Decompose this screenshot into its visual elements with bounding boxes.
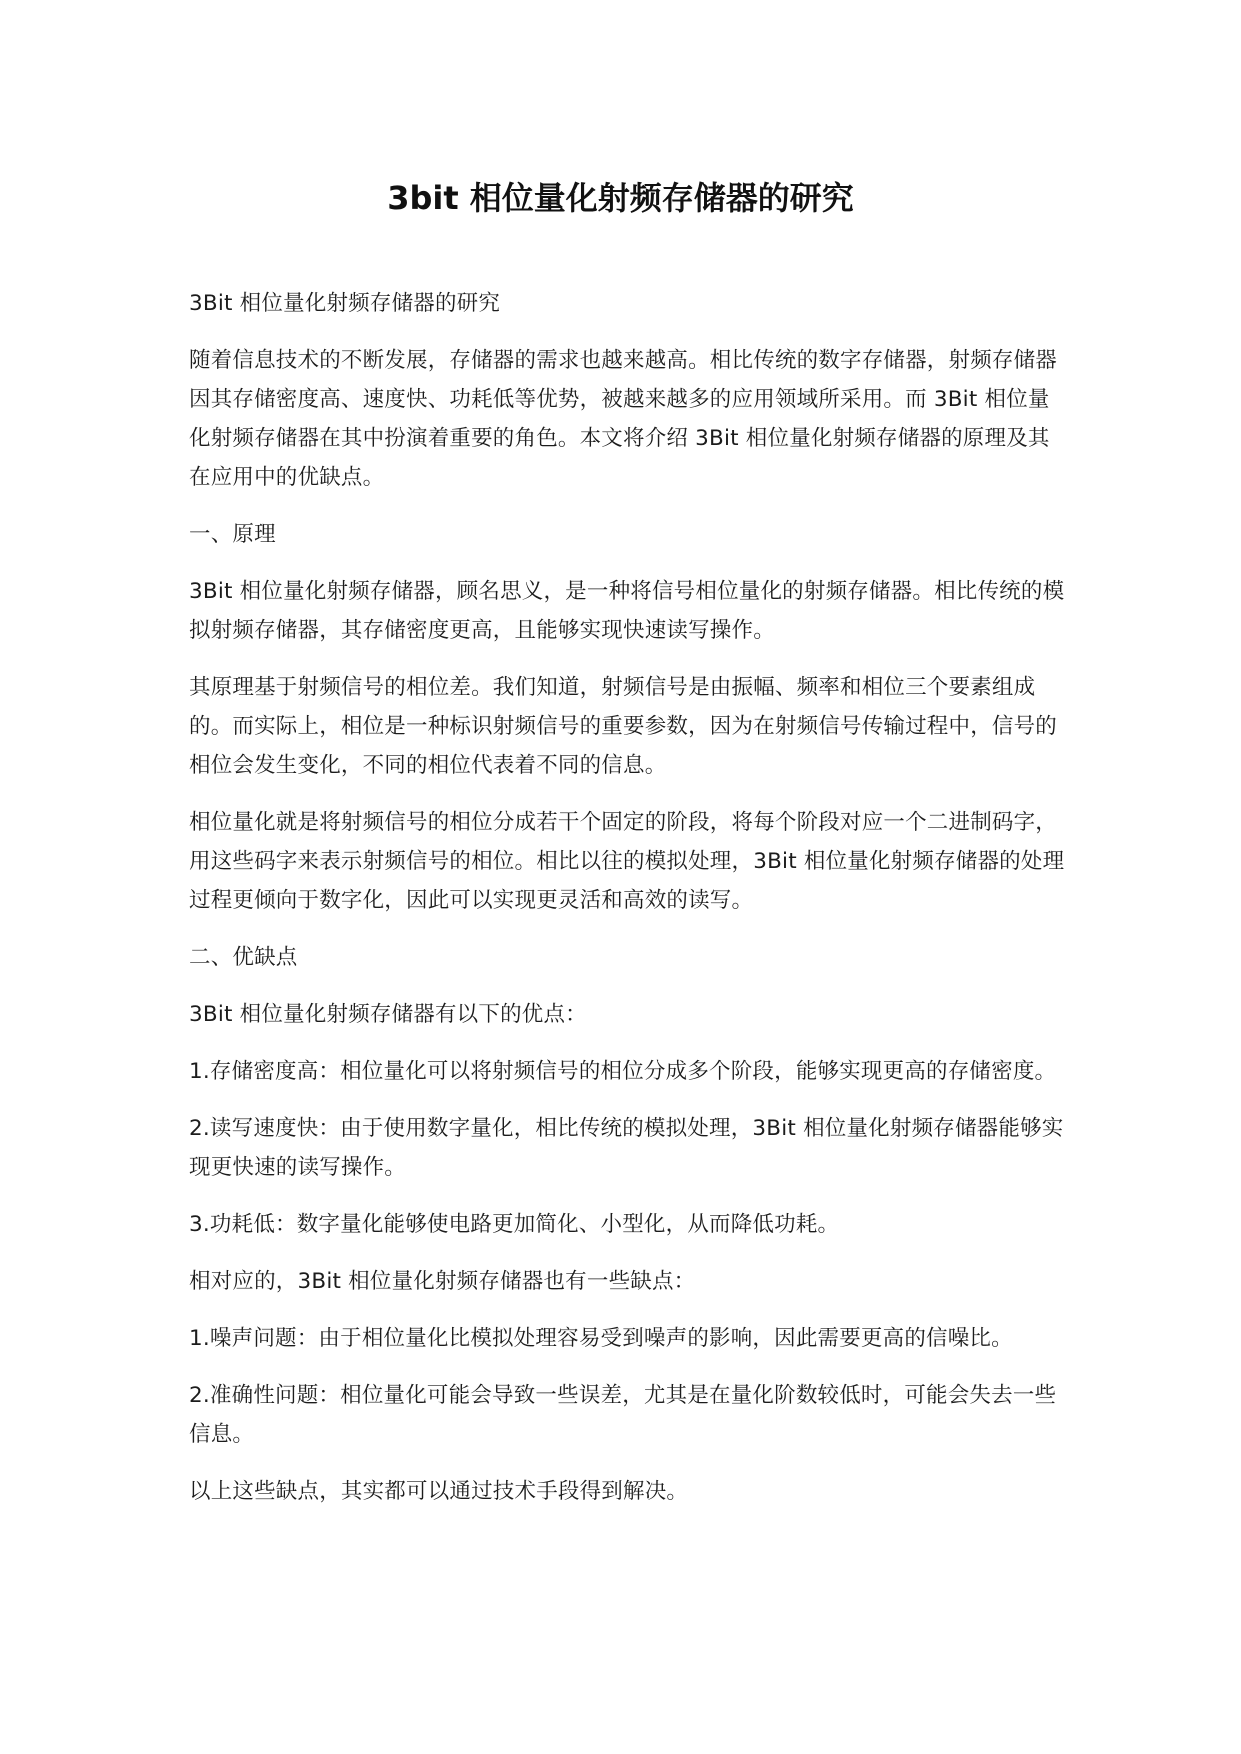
- intro-paragraph: 随着信息技术的不断发展，存储器的需求也越来越高。相比传统的数字存储器，射频存储器因其存储密度高、速度快、功耗低等优势，被越来越多的应用领域所采用。而 3Bit 相位量化射频存储器在其中扮演着重要的角色。本文将介绍 3Bit 相位量化射频存储器的原理及其在应用中的优缺点。: [189, 348, 1058, 490]
- section-heading-pros-cons: 二、优缺点: [189, 945, 298, 970]
- principle-paragraph-1: 3Bit 相位量化射频存储器，顾名思义，是一种将信号相位量化的射频存储器。相比传统的模拟射频存储器，其存储密度更高，且能够实现快速读写操作。: [189, 579, 1065, 643]
- principle-paragraph-3: 相位量化就是将射频信号的相位分成若干个固定的阶段，将每个阶段对应一个二进制码字，用这些码字来表示射频信号的相位。相比以往的模拟处理，3Bit 相位量化射频存储器的处理过程更倾向于数字化，因此可以实现更灵活和高效的读写。: [189, 810, 1065, 913]
- cons-item-1: 1.噪声问题：由于相位量化比模拟处理容易受到噪声的影响，因此需要更高的信噪比。: [189, 1326, 1013, 1351]
- pros-intro-paragraph: 3Bit 相位量化射频存储器有以下的优点：: [189, 1002, 587, 1027]
- pros-item-3: 3.功耗低：数字量化能够使电路更加简化、小型化，从而降低功耗。: [189, 1212, 840, 1237]
- pros-item-1: 1.存储密度高：相位量化可以将射频信号的相位分成多个阶段，能够实现更高的存储密度。: [189, 1059, 1057, 1084]
- pros-item-2: 2.读写速度快：由于使用数字量化，相比传统的模拟处理，3Bit 相位量化射频存储器能够实现更快速的读写操作。: [189, 1116, 1064, 1180]
- section-heading-principle: 一、原理: [189, 522, 276, 547]
- document-title: 3bit 相位量化射频存储器的研究: [387, 179, 854, 217]
- cons-intro-paragraph: 相对应的，3Bit 相位量化射频存储器也有一些缺点：: [189, 1269, 696, 1294]
- conclusion-paragraph: 以上这些缺点，其实都可以通过技术手段得到解决。: [189, 1479, 689, 1504]
- principle-paragraph-2: 其原理基于射频信号的相位差。我们知道，射频信号是由振幅、频率和相位三个要素组成的。而实际上，相位是一种标识射频信号的重要参数，因为在射频信号传输过程中，信号的相位会发生变化，不同的相位代表着不同的信息。: [189, 675, 1058, 778]
- document-body: [189, 284, 1069, 1529]
- subtitle-paragraph: 3Bit 相位量化射频存储器的研究: [189, 291, 501, 316]
- cons-item-2: 2.准确性问题：相位量化可能会导致一些误差，尤其是在量化阶数较低时，可能会失去一些信息。: [189, 1383, 1057, 1447]
